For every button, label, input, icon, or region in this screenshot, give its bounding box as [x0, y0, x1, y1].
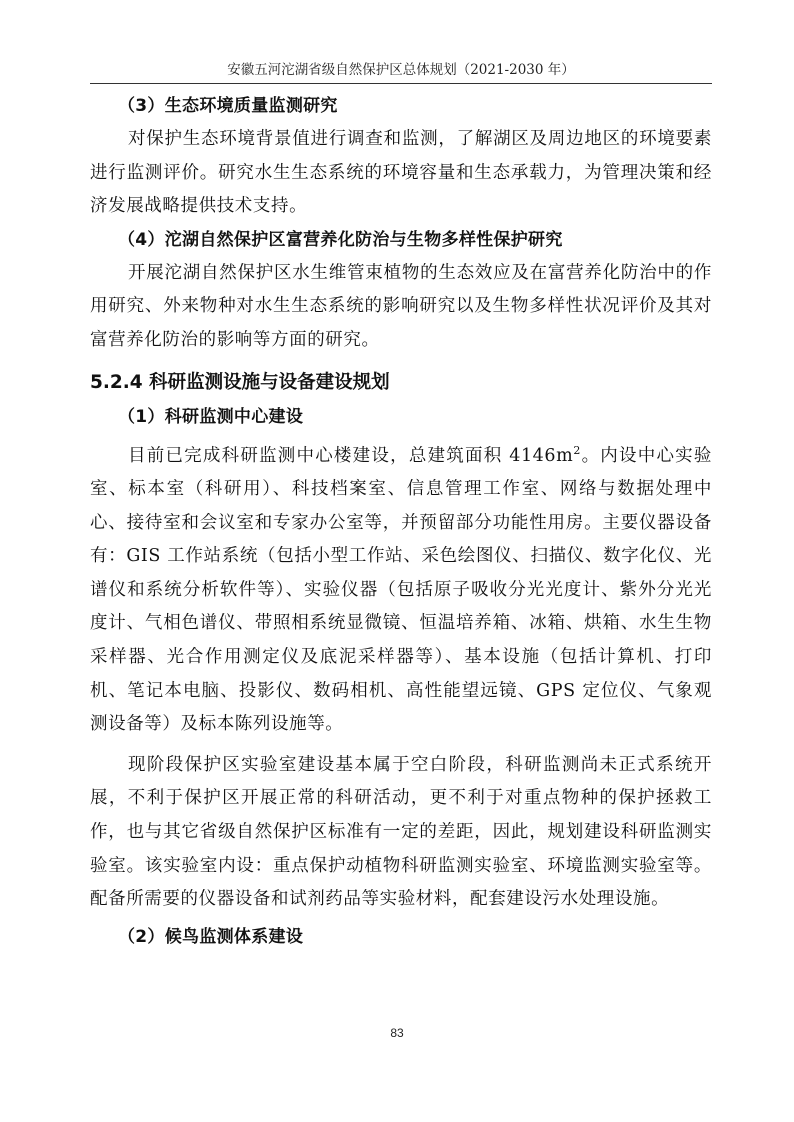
heading-sub2: （2）候鸟监测体系建设	[118, 926, 304, 947]
paragraph-sub1-1	[90, 434, 712, 742]
heading-sec3: （3）生态环境质量监测研究	[118, 96, 338, 116]
heading-section-5-2-4: 5.2.4 科研监测设施与设备建设规划	[90, 371, 390, 393]
paragraph-sec4: 开展沱湖自然保护区水生维管束植物的生态效应及在富营养化防治中的作用研究、外来物种对水生生态系统的影响研究以及生物多样性状况评价及其对富营养化防治的影响等方面的研究。	[90, 262, 712, 350]
paragraph-sub1-2: 现阶段保护区实验室建设基本属于空白阶段，科研监测尚未正式系统开展，不利于保护区开展正常的科研活动，更不利于对重点物种的保护拯救工作，也与其它省级自然保护区标准有一定的差距，因此，规划建设科研监测实验室。该实验室内设：重点保护动植物科研监测实验室、环境监测实验室等。配备所需要的仪器设备和试剂药品等实验材料，配套建设污水处理设施。	[90, 754, 712, 910]
page-body	[90, 90, 712, 954]
area-superscript: 2	[573, 443, 581, 457]
para1-text-pre: 目前已完成科研监测中心楼建设，总建筑面积 4146m	[128, 445, 574, 466]
paragraph-sec3: 对保护生态环境背景值进行调查和监测，了解湖区及周边地区的环境要素进行监测评价。研究水生生态系统的环境容量和生态承载力，为管理决策和经济发展战略提供技术支持。	[90, 129, 712, 217]
heading-sub1: （1）科研监测中心建设	[118, 406, 304, 427]
heading-sec4: （4）沱湖自然保护区富营养化防治与生物多样性保护研究	[118, 229, 563, 250]
running-header: 安徽五河沱湖省级自然保护区总体规划（2021-2030 年）	[227, 62, 575, 78]
header-rule	[90, 83, 712, 84]
page-number: 83	[390, 1026, 404, 1040]
para1-text-post: 。内设中心实验室、标本室（科研用）、科技档案室、信息管理工作室、网络与数据处理中心、接待室和会议室和专家办公室等，并预留部分功能性用房。主要仪器设备有：GIS 工作站系统（包括小型工作站、采色绘图仪、扫描仪、数字化仪、光谱仪和系统分析软件等）、实验仪器（包括原子吸收分光光度计、紫外分光光度计、气相色谱仪、带照相系统显微镜、恒温培养箱、冰箱、烘箱、水生生物采样器、光合作用测定仪及底泥采样器等）、基本设施（包括计算机、打印机、笔记本电脑、投影仪、数码相机、高性能望远镜、GPS 定位仪、气象观测设备等）及标本陈列设施等。	[90, 445, 713, 735]
